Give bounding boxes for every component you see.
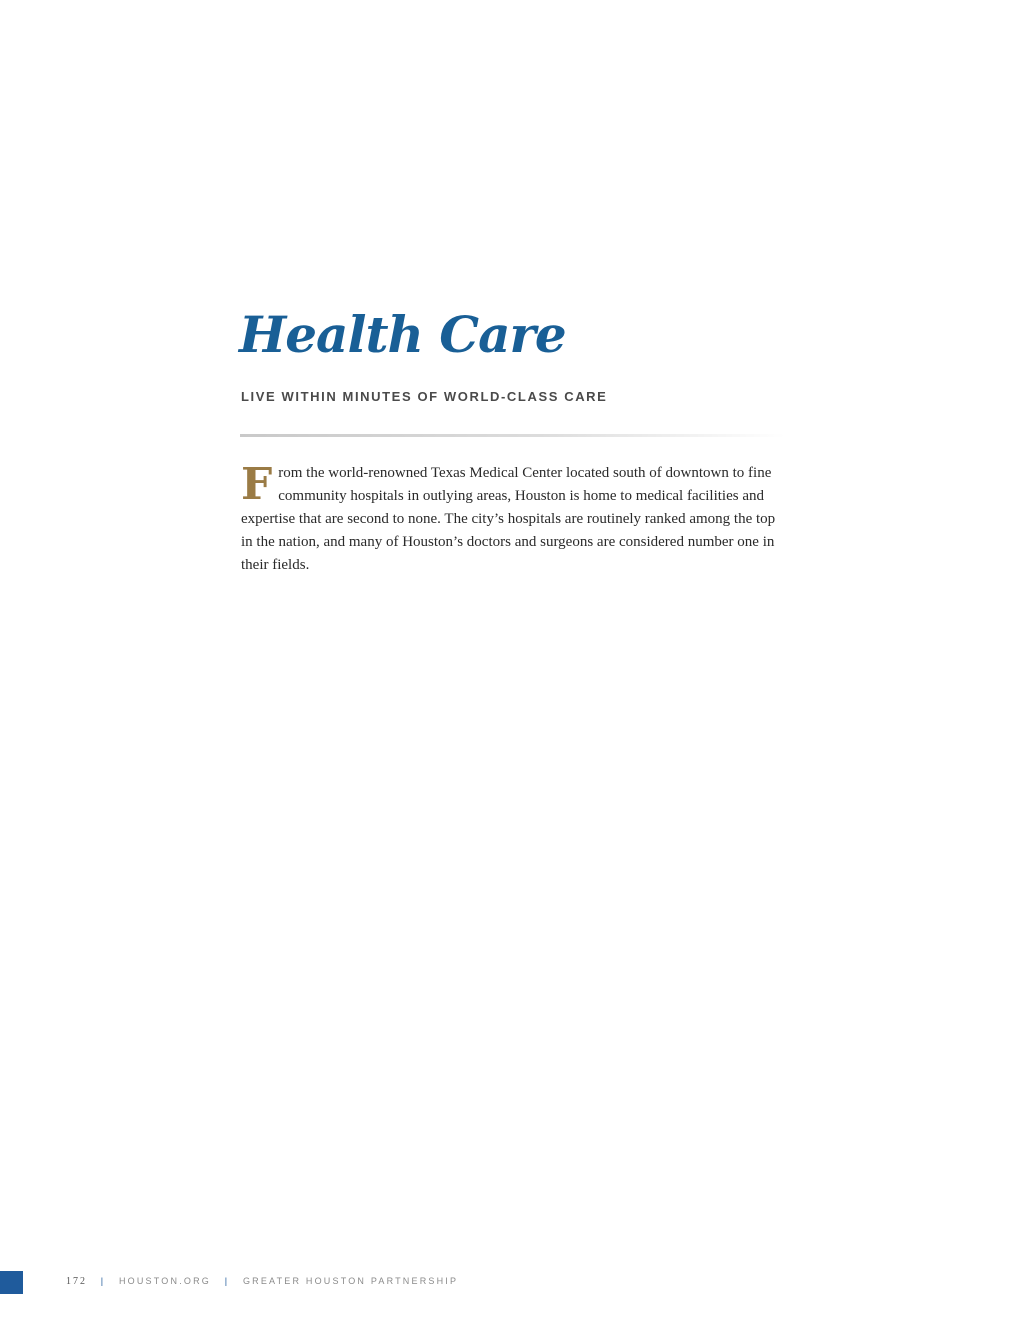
footer-accent-square: [0, 1271, 23, 1294]
divider: [240, 434, 785, 437]
footer-text: [66, 1276, 458, 1287]
footer-website: HOUSTON.ORG: [118, 1276, 211, 1286]
drop-cap: F: [241, 459, 273, 510]
page-title: Health Care: [239, 305, 566, 364]
page-subtitle: LIVE WITHIN MINUTES OF WORLD-CLASS CARE: [241, 389, 608, 404]
footer-separator: |: [100, 1276, 106, 1286]
page-number: 172: [66, 1276, 87, 1287]
footer-organization: GREATER HOUSTON PARTNERSHIP: [242, 1276, 459, 1286]
footer-separator: |: [224, 1276, 230, 1286]
intro-paragraph-block: [241, 459, 781, 577]
page-footer: [0, 1271, 1024, 1295]
intro-paragraph: rom the world-renowned Texas Medical Center located south of downtown to fine community hospitals in outlying areas, Houston is home to medical facilities and expertise that are second to none. The city’s hospitals are routinely ranked among the top in the nation, and many of Houston’s doctors and surgeons are considered number one in their fields.: [241, 465, 776, 573]
